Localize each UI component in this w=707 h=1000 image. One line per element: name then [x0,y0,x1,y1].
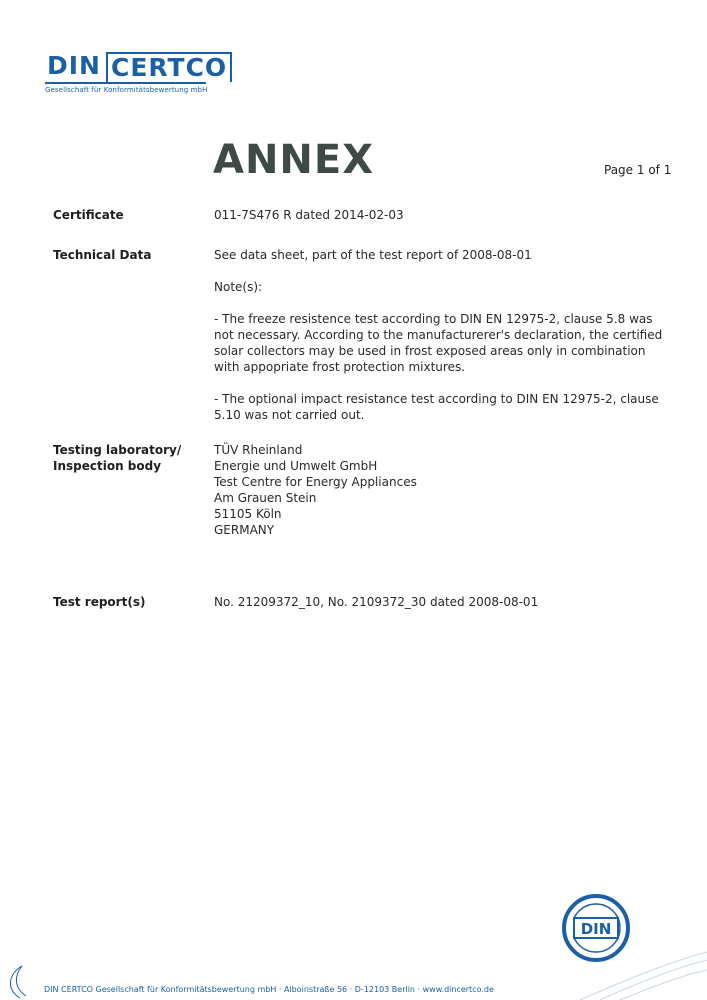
dincertco-logo [45,52,232,94]
test-reports-label: Test report(s) [53,595,146,609]
testing-laboratory-label [53,442,203,474]
logo-wordmark [45,52,232,82]
logo-certco: CERTCO [106,52,232,82]
corner-decoration [520,948,707,1000]
notes-heading: Note(s): [214,280,263,294]
page-number: Page 1 of 1 [604,163,672,177]
certificate-label: Certificate [53,208,124,222]
testing-laboratory-label-line1: Testing laboratory/ [53,443,182,457]
address-line: GERMANY [214,523,275,537]
footer-swirl-icon [0,960,40,1000]
technical-data-value: See data sheet, part of the test report of 2008-08-01 [214,248,532,262]
note-freeze-resistance: - The freeze resistence test according to DIN EN 12975-2, clause 5.8 was not necessary. According to the manufacturerer's declaration, the certified solar collectors may be used in frost exposed areas only in combination with appopriate frost protection mixtures. [214,312,663,374]
address-line: Am Grauen Stein [214,491,317,505]
logo-tagline: Gesellschaft für Konformitätsbewertung mbH [45,86,208,94]
test-reports-value: No. 21209372_10, No. 2109372_30 dated 2008-08-01 [214,595,539,609]
laboratory-address [214,442,669,538]
address-line: 51105 Köln [214,507,282,521]
testing-laboratory-label-line2: Inspection body [53,459,162,473]
logo-underline [45,82,206,84]
technical-data-label: Technical Data [53,248,152,262]
address-line: Test Centre for Energy Appliances [214,475,417,489]
logo-din: DIN [47,51,101,80]
page-title: ANNEX [213,137,375,183]
footer-address: DIN CERTCO Gesellschaft für Konformitätsbewertung mbH · Alboinstraße 56 · D-12103 Berlin · www.dincertco.de [44,985,494,994]
address-line: TÜV Rheinland [214,443,303,457]
seal-text: DIN [580,920,612,938]
certificate-value: 011-7S476 R dated 2014-02-03 [214,208,404,222]
technical-data-block [214,247,669,423]
note-impact-resistance: - The optional impact resistance test according to DIN EN 12975-2, clause 5.10 was not carried out. [214,392,659,422]
address-line: Energie und Umwelt GmbH [214,459,378,473]
